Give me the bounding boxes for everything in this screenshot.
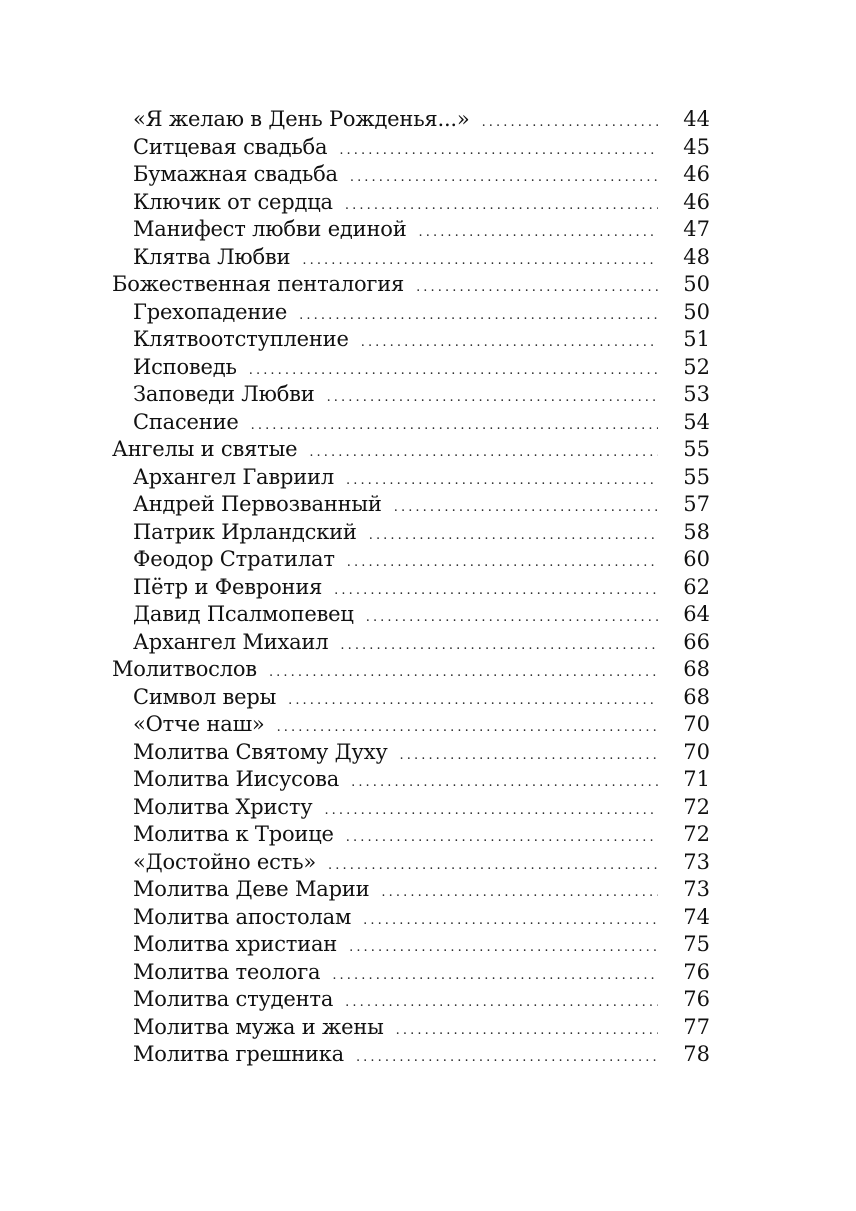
toc-entry-title: Молитва Святому Духу [133, 739, 388, 764]
toc-entry[interactable] [112, 931, 710, 959]
toc-entry-title: Молитва к Троице [133, 822, 334, 846]
toc-entry-page-number: 66 [683, 629, 710, 654]
dot-leader [363, 907, 658, 935]
toc-entry-page-number: 76 [683, 987, 710, 1011]
toc-entry[interactable] [112, 354, 710, 382]
toc-entry-page-number: 46 [683, 189, 710, 214]
dot-leader [361, 329, 658, 357]
toc-entry-page-number: 68 [683, 684, 710, 709]
toc-entry[interactable] [112, 546, 710, 574]
toc-entry-title: Пётр и Феврония [133, 574, 323, 599]
toc-entry-page-number: 64 [683, 602, 710, 626]
toc-entry[interactable] [112, 106, 710, 134]
toc-entry-page-number: 78 [683, 1042, 710, 1066]
toc-entry[interactable] [112, 299, 710, 327]
dot-leader [381, 879, 658, 907]
toc-entry-page-number: 76 [683, 959, 710, 984]
toc-entry[interactable] [112, 766, 710, 794]
toc-entry-page-number: 55 [683, 437, 710, 461]
dot-leader [345, 192, 658, 220]
toc-entry-page-number: 54 [683, 409, 710, 434]
dot-leader [269, 659, 658, 687]
toc-entry-page-number: 44 [683, 107, 710, 131]
toc-entry-title: Грехопадение [133, 299, 288, 324]
toc-entry[interactable] [112, 409, 710, 437]
toc-entry[interactable] [112, 629, 710, 657]
dot-leader [350, 164, 658, 192]
toc-entry-title: Молитва грешника [133, 1042, 344, 1066]
toc-entry-title: Божественная пенталогия [112, 272, 405, 296]
toc-entry-title: Символ веры [133, 684, 277, 709]
toc-entry-title: «Достойно есть» [133, 849, 316, 874]
toc-entry-title: Молитвослов [112, 657, 257, 681]
toc-entry-title: Андрей Первозванный [133, 492, 382, 516]
toc-entry-page-number: 57 [683, 492, 710, 516]
toc-entry-title: Молитва Иисусова [133, 767, 340, 791]
toc-entry[interactable] [112, 1041, 710, 1069]
toc-entry[interactable] [112, 986, 710, 1014]
toc-entry-page-number: 75 [683, 932, 710, 956]
toc-entry[interactable] [112, 959, 710, 987]
toc-entry-page-number: 70 [683, 712, 710, 736]
toc-section-entry[interactable] [112, 271, 710, 299]
toc-entry[interactable] [112, 491, 710, 519]
dot-leader [328, 852, 658, 880]
dot-leader [302, 247, 658, 275]
toc-entry-page-number: 48 [683, 244, 710, 269]
toc-entry-title: Ключик от сердца [133, 189, 333, 214]
toc-entry[interactable] [112, 876, 710, 904]
dot-leader [400, 742, 658, 770]
toc-entry[interactable] [112, 244, 710, 272]
dot-leader [419, 219, 659, 247]
toc-entry-page-number: 51 [683, 327, 710, 351]
toc-entry-page-number: 68 [683, 657, 710, 681]
dot-leader [334, 577, 658, 605]
dot-leader [340, 632, 658, 660]
dot-leader [345, 989, 658, 1017]
toc-entry-title: Исповедь [133, 354, 237, 379]
toc-entry-title: Архангел Михаил [133, 629, 329, 654]
toc-entry[interactable] [112, 381, 710, 409]
dot-leader [309, 439, 658, 467]
dot-leader [327, 384, 658, 412]
toc-entry-title: Клятва Любви [133, 244, 291, 269]
toc-entry[interactable] [112, 849, 710, 877]
dot-leader [277, 714, 658, 742]
toc-entry-page-number: 72 [683, 822, 710, 846]
toc-entry[interactable] [112, 794, 710, 822]
toc-entry-title: Молитва мужа и жены [133, 1014, 384, 1039]
toc-entry[interactable] [112, 134, 710, 162]
toc-section-entry[interactable] [112, 656, 710, 684]
toc-entry-page-number: 77 [683, 1014, 710, 1039]
dot-leader [346, 824, 658, 852]
dot-leader [251, 412, 658, 440]
dot-leader [347, 549, 658, 577]
toc-entry-title: Спасение [133, 409, 239, 434]
toc-entry-title: Молитва студента [133, 987, 334, 1011]
toc-entry[interactable] [112, 684, 710, 712]
toc-entry-title: «Я желаю в День Рожденья...» [133, 107, 470, 131]
toc-entry[interactable] [112, 821, 710, 849]
dot-leader [249, 357, 658, 385]
toc-entry-title: Феодор Стратилат [133, 547, 335, 571]
dot-leader [299, 302, 658, 330]
toc-entry-page-number: 60 [683, 547, 710, 571]
toc-entry-page-number: 72 [683, 794, 710, 819]
toc-entry[interactable] [112, 711, 710, 739]
toc-entry-title: Молитва христиан [133, 932, 338, 956]
toc-entry-title: Клятвоотступление [133, 327, 349, 351]
dot-leader [394, 494, 658, 522]
dot-leader [346, 467, 658, 495]
dot-leader [324, 797, 658, 825]
toc-entry[interactable] [112, 216, 710, 244]
toc-entry-title: Архангел Гавриил [133, 464, 334, 489]
dot-leader [349, 934, 658, 962]
toc-entry-title: Патрик Ирландский [133, 519, 357, 544]
dot-leader [351, 769, 658, 797]
toc-entry-title: Бумажная свадьба [133, 162, 338, 186]
toc-entry-page-number: 46 [683, 162, 710, 186]
dot-leader [332, 962, 658, 990]
toc-entry-title: Ангелы и святые [112, 437, 298, 461]
toc-entry-title: Давид Псалмопевец [133, 602, 354, 626]
toc-entry[interactable] [112, 161, 710, 189]
toc-entry-title: Ситцевая свадьба [133, 134, 328, 159]
toc-entry-title: Молитва теолога [133, 959, 321, 984]
toc-entry-page-number: 74 [683, 904, 710, 929]
toc-entry[interactable] [112, 739, 710, 767]
toc-entry-title: Молитва Деве Марии [133, 877, 370, 901]
toc-entry-page-number: 71 [683, 767, 710, 791]
toc-entry[interactable] [112, 326, 710, 354]
dot-leader [366, 604, 658, 632]
toc-entry-page-number: 73 [683, 849, 710, 874]
toc-entry[interactable] [112, 189, 710, 217]
toc-entry-page-number: 58 [683, 519, 710, 544]
toc-entry-title: Молитва апостолам [133, 904, 352, 929]
toc-entry-title: Заповеди Любви [133, 382, 315, 406]
toc-entry[interactable] [112, 464, 710, 492]
dot-leader [396, 1017, 658, 1045]
toc-entry-page-number: 45 [683, 134, 710, 159]
toc-entry-page-number: 52 [683, 354, 710, 379]
toc-entry[interactable] [112, 904, 710, 932]
dot-leader [369, 522, 658, 550]
toc-entry-page-number: 62 [683, 574, 710, 599]
toc-entry-title: Манифест любви единой [133, 217, 407, 241]
dot-leader [288, 687, 658, 715]
toc-entry-page-number: 55 [683, 464, 710, 489]
toc-section-entry[interactable] [112, 436, 710, 464]
toc-entry-page-number: 70 [683, 739, 710, 764]
table-of-contents [112, 106, 710, 1069]
toc-entry[interactable] [112, 574, 710, 602]
toc-entry[interactable] [112, 601, 710, 629]
dot-leader [482, 109, 658, 137]
toc-entry[interactable] [112, 519, 710, 547]
toc-entry[interactable] [112, 1014, 710, 1042]
dot-leader [339, 137, 658, 165]
dot-leader [416, 274, 658, 302]
toc-entry-page-number: 50 [683, 299, 710, 324]
toc-entry-page-number: 53 [683, 382, 710, 406]
toc-entry-page-number: 47 [683, 217, 710, 241]
toc-entry-title: «Отче наш» [133, 712, 265, 736]
toc-entry-page-number: 50 [683, 272, 710, 296]
toc-entry-title: Молитва Христу [133, 794, 313, 819]
dot-leader [356, 1044, 658, 1072]
toc-entry-page-number: 73 [683, 877, 710, 901]
